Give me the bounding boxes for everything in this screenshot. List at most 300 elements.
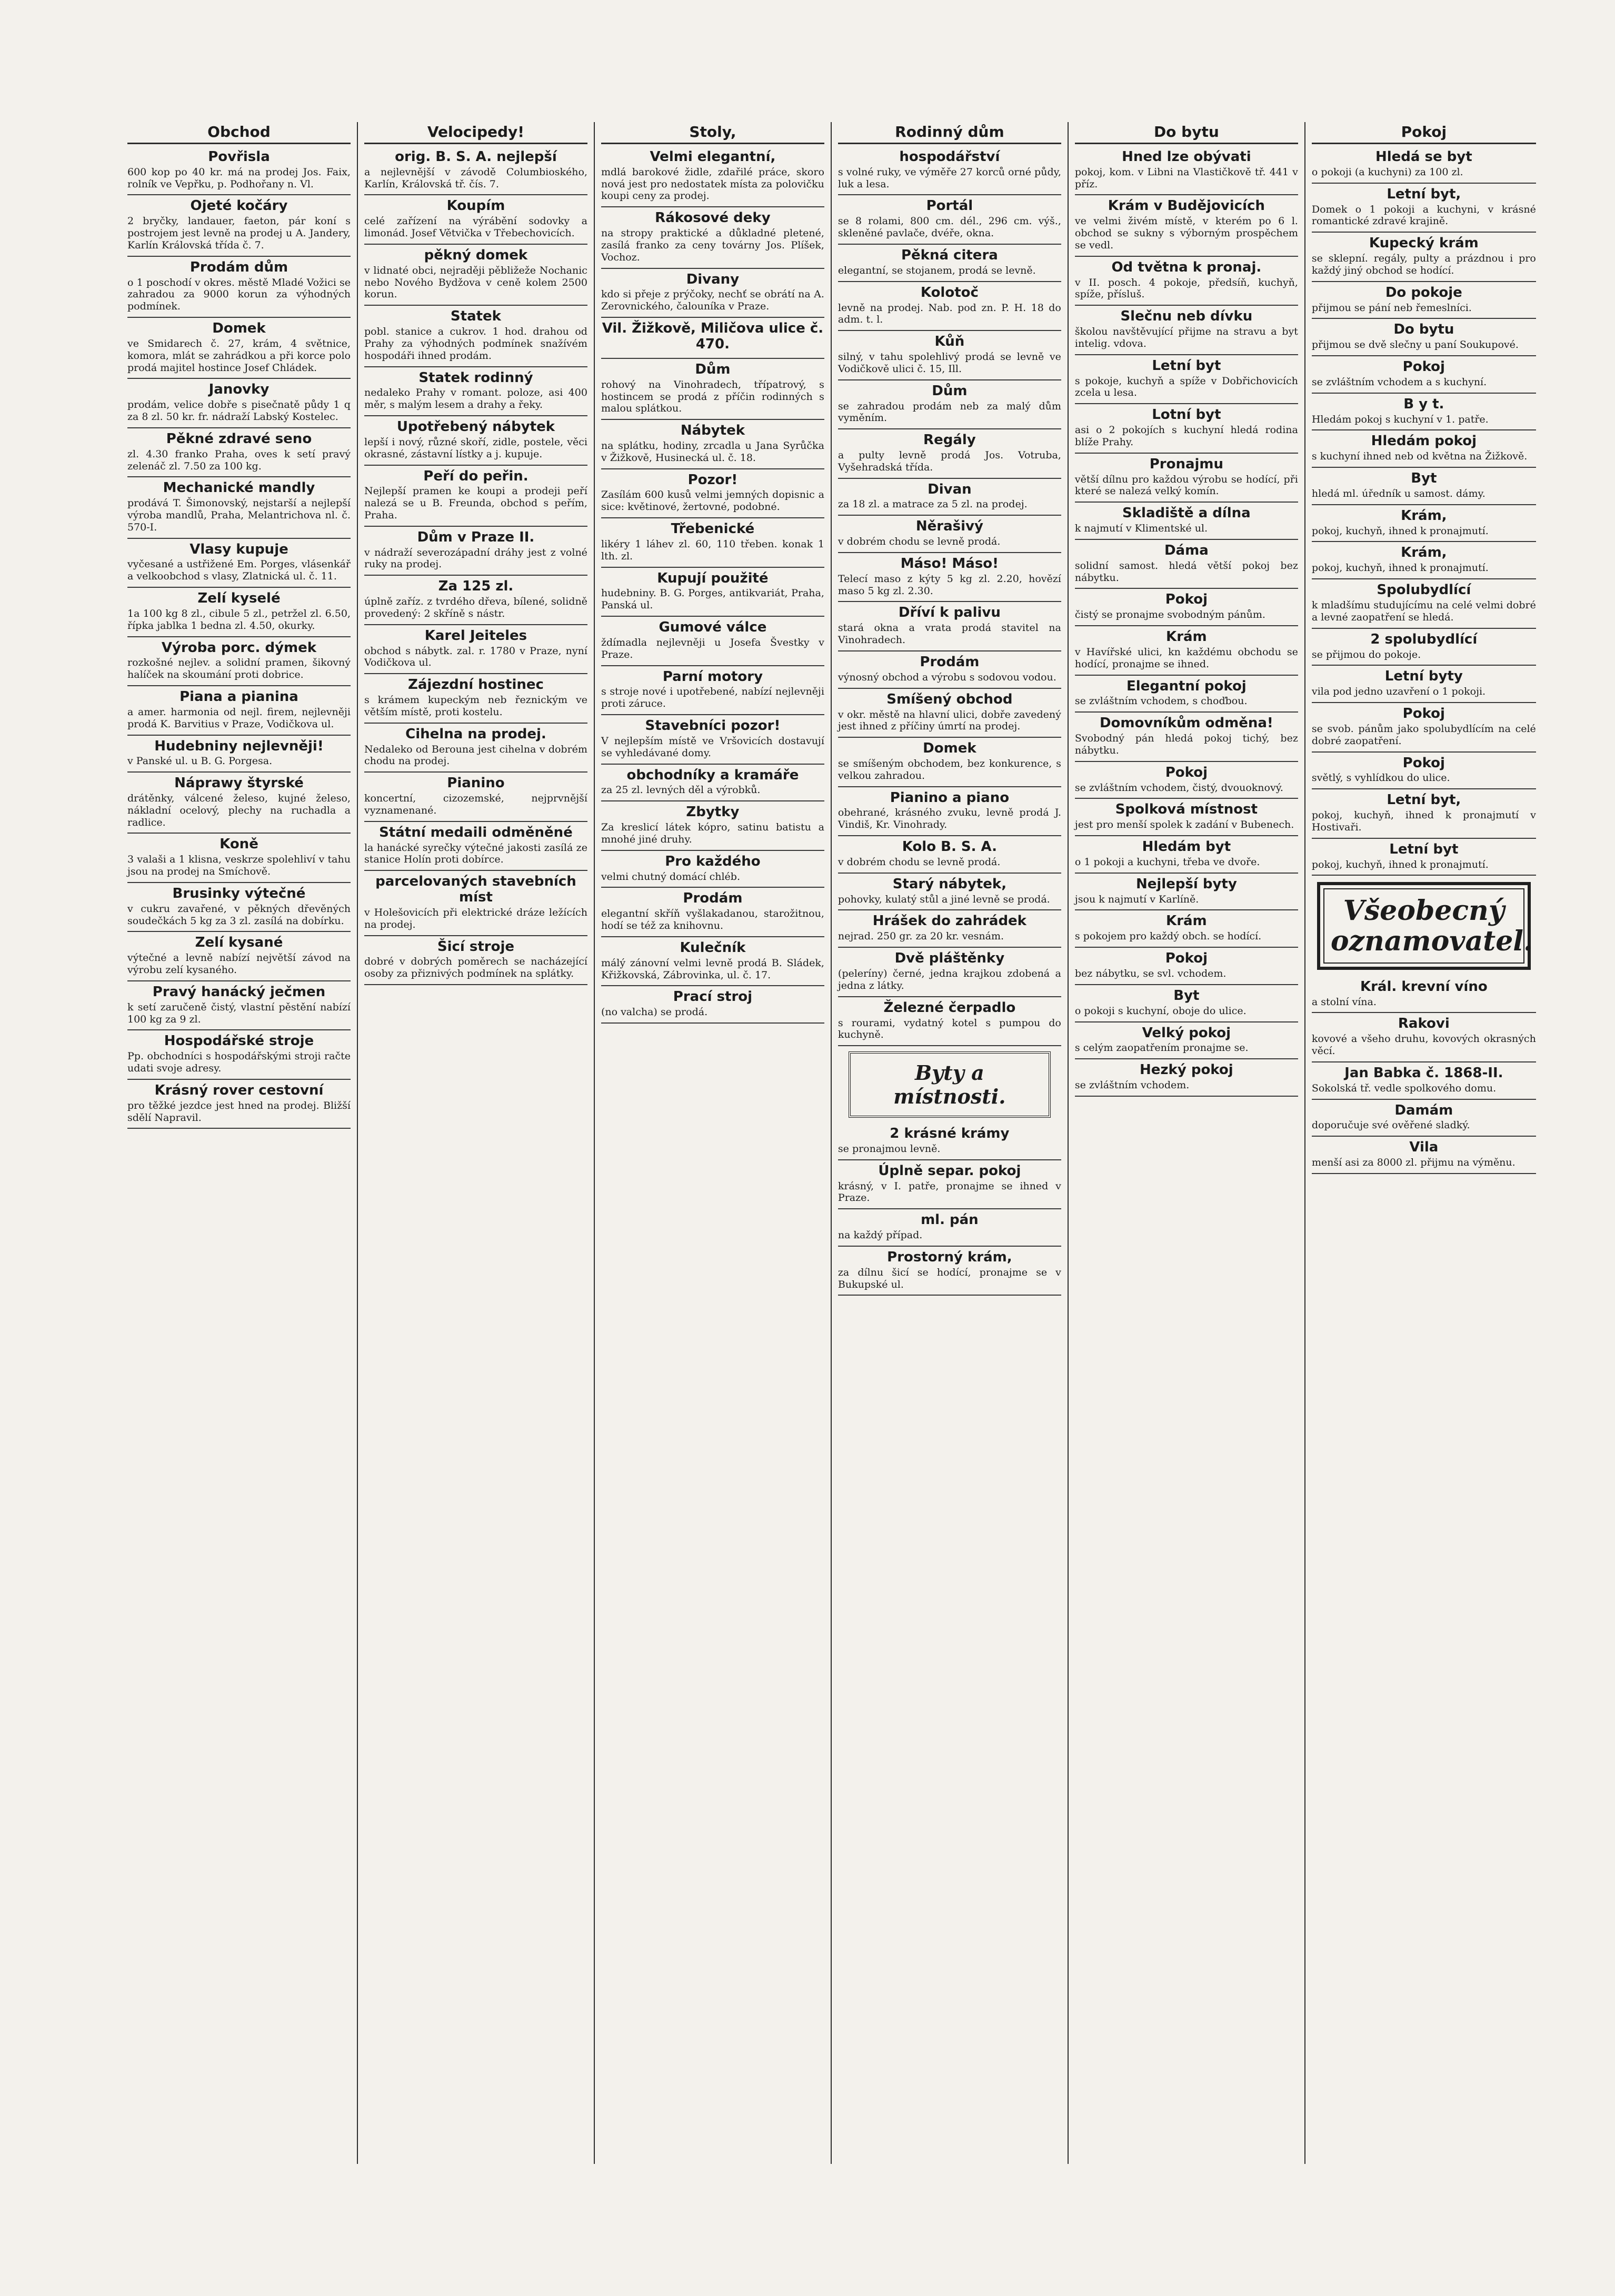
classified-ad <box>1312 703 1536 752</box>
classified-ad <box>838 429 1061 478</box>
classified-ad <box>127 146 351 195</box>
classified-ad <box>127 318 351 379</box>
ad-text: se zahradou prodám neb za malý dům vyměním. <box>838 400 1061 424</box>
ads-list <box>838 146 1061 1296</box>
ad-heading: Třebenické <box>671 521 755 537</box>
ad-text: čistý se pronajme svobodným pánům. <box>1074 609 1265 621</box>
ad-text: ve Smidarech č. 27, krám, 4 světnice, komora, mlát se zahrádkou a při korce polo prodá majitel hostince Josef Chládek. <box>127 337 351 374</box>
ad-heading: Prací stroj <box>673 989 753 1005</box>
classified-ad <box>1075 948 1298 985</box>
ad-heading: Zbytky <box>686 804 740 820</box>
classified-ad <box>601 420 824 469</box>
ad-text: pokoj, kuchyň, ihned k pronajmutí v Hostivaři. <box>1311 809 1536 833</box>
classified-ad <box>1075 306 1298 355</box>
ad-heading: Pozor! <box>687 472 738 488</box>
ad-heading: Divany <box>686 271 740 287</box>
ad-heading: Vila <box>1409 1139 1439 1156</box>
ad-text: Nedaleko od Berouna jest cihelna v dobrém chodu na prodej. <box>364 743 587 767</box>
classified-ad <box>1075 985 1298 1022</box>
ad-text: a stolní vína. <box>1311 996 1377 1008</box>
ad-heading: B y t. <box>1403 396 1444 412</box>
classified-ad <box>364 466 587 527</box>
classified-ad <box>127 539 351 588</box>
ad-heading: Domek <box>212 320 266 337</box>
ad-text: elegantní, se stojanem, prodá se levně. <box>838 264 1036 276</box>
ad-heading: Nábytek <box>680 423 745 439</box>
ad-text: Nejlepší pramen ke koupi a prodeji peří nalezá se u B. Freunda, obchod s peřím, Praha. <box>364 485 587 521</box>
classified-ad <box>364 936 587 985</box>
ad-heading: Pokoj <box>1165 764 1208 780</box>
classified-ad <box>364 576 587 625</box>
ad-text: s volné ruky, ve výměře 27 korců orné půdy, luk a lesa. <box>838 166 1061 190</box>
ad-text: se pronajmou levně. <box>838 1143 941 1155</box>
ad-text: v dobrém chodu se levně prodá. <box>838 536 1001 548</box>
ad-text: Hledám pokoj s kuchyní v 1. patře. <box>1311 413 1489 425</box>
ad-text: se zvláštním vchodem. <box>1074 1079 1190 1091</box>
ad-heading: Kulečník <box>680 939 746 956</box>
ad-text: solidní samost. hledá větší pokoj bez nábytku. <box>1074 559 1298 584</box>
classified-ad <box>127 686 351 735</box>
ad-text: v nádraží severozápadní dráhy jest z volné ruky na prodej. <box>364 546 587 570</box>
ad-text: obehrané, krásného zvuku, levně prodá J. Vindiš, Kr. Vinohrady. <box>838 807 1061 831</box>
classified-ad <box>1312 233 1536 282</box>
classified-ad <box>601 146 824 207</box>
classified-ad <box>127 981 351 1030</box>
ad-heading: hospodářství <box>899 149 1000 165</box>
classified-ad <box>1075 503 1298 540</box>
ad-heading: Statek <box>450 308 501 325</box>
ad-heading: Starý nábytek, <box>892 876 1007 892</box>
ad-text: Sokolská tř. vedle spolkového domu. <box>1311 1082 1497 1094</box>
classified-ad <box>364 527 587 576</box>
classified-ad <box>127 883 351 932</box>
ad-heading: Stavebníci pozor! <box>645 718 781 734</box>
ad-text: jsou k najmutí v Karlíně. <box>1074 893 1199 905</box>
ad-heading: Zájezdní hostinec <box>408 677 544 693</box>
ad-text: pro těžké jezdce jest hned na prodej. Bližší sdělí Napravil. <box>127 1099 351 1124</box>
ad-text: rohový na Vinohradech, třípatrový, s hostincem se prodá z příčin rodinných s malou splátkou. <box>601 378 824 415</box>
ad-heading: Brusinky výtečné <box>172 885 306 901</box>
ad-text: pohovky, kulatý stůl a jiné levně se prodá. <box>838 893 1050 905</box>
ad-heading: Prodám <box>683 890 743 907</box>
classified-ad <box>1312 839 1536 876</box>
ad-text: prodává T. Šimonovský, nejstarší a nejlepší výroba mandlů, Praha, Melantrichova nl. č. 570-I. <box>127 497 351 533</box>
classified-ad <box>1312 1137 1536 1174</box>
classified-ad <box>1312 505 1536 543</box>
ad-text: o 1 pokoji a kuchyni, třeba ve dvoře. <box>1074 856 1260 868</box>
ad-text: k mladšímu studujícímu na celé velmi dobré a levné zaopatření se hledá. <box>1311 599 1536 623</box>
classified-ad <box>838 997 1061 1046</box>
classified-ad <box>1312 356 1536 394</box>
ad-text: v Havířské ulici, kn každému obchodu se hodící, pronajme se ihned. <box>1074 646 1298 670</box>
classified-ad <box>1312 319 1536 356</box>
classified-ad <box>364 146 587 195</box>
classified-ad <box>364 773 587 821</box>
ad-heading: Povřisla <box>208 149 270 165</box>
ads-list <box>127 146 351 1129</box>
ad-text: levně na prodej. Nab. pod zn. P. H. 18 do adm. t. l. <box>838 302 1061 326</box>
ad-heading: Pokoj <box>1165 591 1208 608</box>
ad-text: s rourami, vydatný kotel s pumpou do kuchyně. <box>838 1017 1061 1041</box>
classified-ad <box>1312 789 1536 838</box>
ad-text: v lidnaté obci, nejraději pěbližeže Nochanic nebo Nového Bydžova v ceně kolem 2500 korun. <box>364 264 587 300</box>
ad-heading: Vil. Žižkově, Miličova ulice č. 470. <box>602 320 824 352</box>
ad-text: dobré v dobrých poměrech se nacházející osoby za přiznivých podmínek na splátky. <box>364 956 587 980</box>
classified-ad <box>838 146 1061 195</box>
ad-text: velmi chutný domácí chléb. <box>601 870 740 883</box>
ad-heading: Krám, <box>1401 545 1447 561</box>
ad-text: pokoj, kuchyň, ihned k pronajmutí. <box>1311 562 1489 574</box>
ad-text: na každý případ. <box>838 1229 923 1241</box>
classified-ad <box>1075 454 1298 503</box>
ad-text: za 25 zl. levných děl a výrobků. <box>601 784 761 796</box>
ad-heading: Hledá se byt <box>1375 149 1472 165</box>
ad-text: V nejlepším místě ve Vršovicích dostavují se vyhledávané domy. <box>601 735 824 759</box>
classified-ad <box>1075 836 1298 874</box>
classified-ad <box>1075 910 1298 948</box>
classified-ad <box>601 207 824 268</box>
ad-text: 3 valaši a 1 klisna, veskrze spolehliví v tahu jsou na prodej na Smíchově. <box>127 854 351 878</box>
classified-ad <box>127 428 351 477</box>
classified-ad <box>1075 146 1298 195</box>
ad-text: bez nábytku, se svl. vchodem. <box>1074 968 1227 980</box>
ad-text: o pokoji (a kuchyni) za 100 zl. <box>1311 166 1463 178</box>
classified-ad <box>601 666 824 715</box>
ad-heading: Hrášek do zahrádek <box>872 913 1026 929</box>
ad-text: v cukru zavařené, v pěkných dřevěných soudečkách 5 kg za 3 zl. zasílá na dobírku. <box>127 903 351 927</box>
ad-heading: Koně <box>220 836 258 853</box>
classified-ad <box>601 617 824 666</box>
ad-heading: Portál <box>926 198 973 214</box>
classified-ad <box>1312 394 1536 431</box>
ad-text: ve velmi živém místě, v kterém po 6 l. obchod se sukny s výborným prospěchem se vedl. <box>1074 215 1298 251</box>
classified-ad <box>838 245 1061 282</box>
classified-ad <box>1312 1062 1536 1100</box>
ad-heading: Od tvětna k pronaj. <box>1111 259 1262 275</box>
ad-text: o pokoji s kuchyní, oboje do ulice. <box>1074 1005 1247 1017</box>
ad-heading: Statek rodinný <box>418 369 533 386</box>
classified-ad <box>838 948 1061 997</box>
ad-heading: Krám v Budějovicích <box>1108 198 1265 214</box>
ad-text: se sklepní. regály, pulty a prázdnou i pro každý jiný obchod se hodící. <box>1311 253 1536 276</box>
ad-text: v okr. městě na hlavní ulici, dobře zavedený jest ihned z příčiny úmrtí na prodej. <box>838 708 1061 733</box>
classified-ad <box>601 318 824 359</box>
classified-ad <box>364 674 587 723</box>
classified-ad <box>838 874 1061 911</box>
ad-heading: Pokoj <box>1402 359 1445 375</box>
ad-text: pokoj, kom. v Libni na Vlastičkově tř. 441 v příz. <box>1074 166 1298 190</box>
classified-ad <box>1312 629 1536 666</box>
classified-ad <box>1312 430 1536 468</box>
classified-ad <box>838 602 1061 651</box>
classified-ad <box>127 932 351 981</box>
ad-text: vila pod jedno uzavření o 1 pokoji. <box>1311 686 1486 698</box>
ad-heading: Divan <box>928 481 972 497</box>
classified-ad <box>1075 799 1298 836</box>
ad-heading: Hezký pokoj <box>1140 1062 1233 1078</box>
ad-heading: Prodám dům <box>190 259 288 275</box>
ad-heading: Dvě pláštěnky <box>894 950 1005 967</box>
ad-heading: Pro každého <box>665 853 761 869</box>
ad-text: úplně zaříz. z tvrdého dřeva, bílené, solidně provedený: 2 skříně s nástr. <box>364 596 587 619</box>
ad-text: menší asi za 8000 zl. přijmu na výměnu. <box>1311 1157 1516 1169</box>
classified-ad <box>127 736 351 773</box>
classified-ad <box>127 773 351 834</box>
ad-text: přijmou se pání neb řemeslníci. <box>1311 302 1472 314</box>
ad-heading: Dům v Praze II. <box>417 529 535 545</box>
classified-ad <box>601 888 824 937</box>
ad-text: se zvláštním vchodem, čistý, dvouoknový. <box>1074 781 1283 794</box>
ad-text: kovové a všeho druhu, kovových okrasných věcí. <box>1311 1033 1536 1057</box>
classified-ad <box>1312 1100 1536 1137</box>
classified-ad <box>1075 762 1298 799</box>
ad-text: s krámem kupeckým neb řeznickým ve větším místě, proti kostelu. <box>364 694 587 718</box>
ad-text: elegantní skříň vyšlakadanou, starožitnou, hodí se též za knihovnu. <box>601 908 824 932</box>
classified-ad <box>127 834 351 883</box>
ad-heading: Kůň <box>934 334 965 350</box>
ad-text: hledá ml. úředník u samost. dámy. <box>1311 487 1486 499</box>
ad-heading: Dům <box>932 383 968 399</box>
classified-ad <box>838 1123 1061 1160</box>
classified-ad <box>601 937 824 986</box>
ad-text: hudebniny. B. G. Porges, antikvariát, Praha, Panská ul. <box>601 587 824 611</box>
ad-heading: Spolková místnost <box>1115 801 1258 818</box>
ad-heading: Pěkná citera <box>901 247 998 263</box>
ad-heading: Karel Jeiteles <box>424 627 527 644</box>
ad-heading: orig. B. S. A. nejlepší <box>395 149 557 165</box>
ad-text: k najmutí v Klimentské ul. <box>1074 523 1208 535</box>
columns <box>121 122 1542 2164</box>
ad-text: výnosný obchod a výrobu s sodovou vodou. <box>838 671 1056 683</box>
classified-ad <box>838 553 1061 602</box>
ad-heading: Něrašivý <box>915 518 983 535</box>
classified-ad <box>601 518 824 567</box>
ad-heading: parcelovaných stavebních míst <box>375 874 576 906</box>
ad-heading: Dům <box>695 361 731 377</box>
ad-heading: Pianino <box>447 775 505 791</box>
ad-heading: Jan Babka č. 1868-II. <box>1344 1065 1503 1081</box>
classified-ad <box>601 715 824 764</box>
ad-text: větší dílnu pro každou výrobu se hodící, při které se nalezá velký komín. <box>1074 473 1298 497</box>
ad-text: se zvláštním vchodem a s kuchyní. <box>1311 376 1487 388</box>
ad-text: světlý, s vyhlídkou do ulice. <box>1311 772 1450 784</box>
ad-heading: Piana a pianina <box>180 689 298 705</box>
ad-heading: Regály <box>923 432 976 448</box>
ad-text: mdlá barokové židle, zdařilé práce, skoro nová jest pro nedostatek místa za polovičku koupi ceny za prodej. <box>601 166 824 202</box>
ad-heading: Velký pokoj <box>1142 1025 1231 1041</box>
ad-text: rozkošné nejlev. a solidní pramen, šikovný halíček na skoumání proti dobrice. <box>127 657 351 681</box>
ad-text: Telecí maso z kýty 5 kg zl. 2.20, hovězí maso 5 kg zl. 2.30. <box>838 573 1061 597</box>
classified-ad <box>364 822 587 871</box>
classified-ad <box>1075 626 1298 675</box>
classified-ad <box>838 380 1061 429</box>
ad-text: obchod s nábytk. zal. r. 1780 v Praze, nyní Vodičkova ul. <box>364 645 587 669</box>
classified-ad <box>601 469 824 518</box>
classified-ad <box>838 651 1061 689</box>
classified-ad <box>1075 257 1298 306</box>
ad-heading: Prostorný krám, <box>887 1249 1012 1265</box>
ad-text: 1a 100 kg 8 zl., cibule 5 zl., petržel zl. 6.50, řípka jablka 1 bedna zl. 4.50, okurky. <box>127 607 351 631</box>
ad-text: pobl. stanice a cukrov. 1 hod. drahou od Prahy za výhodných podmínek snažívém hospodáři ihned prodám. <box>364 326 587 362</box>
ad-text: pokoj, kuchyň, ihned k pronajmutí. <box>1311 858 1489 870</box>
ad-heading: Zelí kyselé <box>197 590 281 607</box>
ad-heading: pěkný domek <box>424 247 528 263</box>
classified-ad <box>1312 579 1536 628</box>
ad-heading: Úplně separ. pokoj <box>878 1162 1021 1179</box>
classified-ad <box>601 269 824 318</box>
classified-ad <box>364 306 587 367</box>
ad-heading: Kupují použité <box>657 570 769 586</box>
classified-ad <box>127 1030 351 1079</box>
ad-text: s kuchyní ihned neb od května na Žižkově. <box>1311 450 1528 463</box>
ad-heading: Král. krevní víno <box>1360 978 1488 995</box>
classified-ad <box>601 765 824 802</box>
classified-ad <box>1312 542 1536 579</box>
ad-text: za dílnu šicí se hodící, pronajme se v Bukupské ul. <box>838 1266 1061 1290</box>
classified-ad <box>601 359 824 420</box>
ad-text: Svobodný pán hledá pokoj tichý, bez nábytku. <box>1074 733 1298 756</box>
ad-text: silný, v tahu spolehlivý prodá se levně ve Vodičkově ulici č. 15, Ill. <box>838 351 1061 375</box>
column-title: Velocipedy! <box>364 122 587 144</box>
ad-heading: Krám <box>1166 629 1207 645</box>
classified-ad <box>1075 540 1298 589</box>
ad-heading: Krásný rover cestovní <box>154 1082 324 1098</box>
ads-list <box>1075 146 1298 1097</box>
ad-heading: Damám <box>1394 1102 1453 1118</box>
ad-text: přijmou se dvě slečny u paní Soukupové. <box>1311 339 1519 351</box>
classified-ad <box>1075 1022 1298 1060</box>
ad-heading: Hledám pokoj <box>1371 433 1477 449</box>
newspaper-page <box>121 122 1542 2164</box>
ad-heading: Byt <box>1411 470 1437 487</box>
ad-text: a nejlevnější v závodě Columbioského, Karlín, Královská tř. čís. 7. <box>364 166 587 190</box>
ad-heading: Dříví k palivu <box>898 605 1001 621</box>
ad-heading: Rakovi <box>1398 1016 1450 1032</box>
classified-ad <box>1312 146 1536 184</box>
classified-ad <box>1312 468 1536 505</box>
ad-text: v II. posch. 4 pokoje, předsíň, kuchyň, spíže, přísluš. <box>1074 276 1298 300</box>
ad-text: o 1 poschodí v okres. městě Mladé Vožici se zahradou za 9000 korun za výhodných podmínek. <box>127 276 351 313</box>
classified-ad <box>1312 184 1536 233</box>
ad-heading: Hledám byt <box>1142 839 1231 855</box>
ad-heading: Ojeté kočáry <box>190 198 288 214</box>
ads-list <box>1312 146 1536 1174</box>
ad-text: vyčesané a ustřižené Em. Porges, vlásenkář a velkoobchod s vlasy, Zlatnická ul. č. 11. <box>127 558 351 583</box>
ad-heading: Upotřebený nábytek <box>396 419 555 435</box>
ad-heading: 2 krásné krámy <box>890 1126 1010 1142</box>
classified-ad <box>364 625 587 674</box>
ad-heading: Máso! Máso! <box>900 555 999 572</box>
ad-heading: Pravý hanácký ječmen <box>152 984 326 1000</box>
ad-heading: Peří do peřin. <box>423 468 529 484</box>
ad-text: la hanácké syrečky výtečné jakosti zasílá ze stanice Holín proti dobírce. <box>364 841 587 866</box>
ad-heading: Parní motory <box>662 668 763 685</box>
ad-text: zl. 4.30 franko Praha, oves k setí pravý zelenáč zl. 7.50 za 100 kg. <box>127 448 351 472</box>
ad-text: Domek o 1 pokoji a kuchyni, v krásné romantické zdravé krajině. <box>1311 203 1536 227</box>
ad-text: jest pro menší spolek k zadání v Bubenech. <box>1074 819 1294 831</box>
ad-text: (peleríny) černé, jedna krajkou zdobená a jedna z látky. <box>838 968 1061 991</box>
ad-text: v dobrém chodu se levně prodá. <box>838 856 1001 868</box>
ad-text: s celým zaopatřením pronajme se. <box>1074 1042 1249 1054</box>
ad-text: nejrad. 250 gr. za 20 kr. vesnám. <box>838 930 1004 943</box>
classified-ad <box>838 910 1061 948</box>
column-title: Pokoj <box>1312 122 1536 144</box>
ad-text: krásný, v I. patře, pronajme se ihned v Praze. <box>838 1180 1061 1204</box>
ad-heading: Zelí kysané <box>195 935 283 951</box>
classified-ad <box>838 738 1061 787</box>
ad-heading: Letní byt, <box>1387 792 1461 808</box>
classified-ad <box>1312 666 1536 703</box>
classified-ad <box>127 195 351 256</box>
classified-ad <box>838 479 1061 516</box>
ad-text: stará okna a vrata prodá stavitel na Vinohradech. <box>838 622 1061 646</box>
ad-text: v Holešovicích při elektrické dráze ležících na prodej. <box>364 906 587 930</box>
classified-ad <box>1312 1013 1536 1062</box>
ad-heading: Dáma <box>1164 542 1209 558</box>
ad-text: 600 kop po 40 kr. má na prodej Jos. Faix, rolník ve Vepřku, p. Podhořany n. Vl. <box>127 166 351 190</box>
classified-ad <box>364 416 587 465</box>
ad-heading: Prodám <box>920 654 980 670</box>
classified-ad <box>1075 713 1298 761</box>
classified-ad <box>364 245 587 306</box>
ad-heading: 2 spolubydlící <box>1370 631 1478 647</box>
column-3 <box>595 122 832 2164</box>
ad-heading: Cihelna na prodej. <box>405 726 546 742</box>
ad-heading: Letní byty <box>1384 668 1463 685</box>
ad-heading: Pěkné zdravé seno <box>166 430 312 447</box>
classified-ad <box>601 986 824 1024</box>
ad-text: se přijmou do pokoje. <box>1311 648 1421 660</box>
ad-text: 2 bryčky, landauer, faeton, pár koní s postrojem jest levně na prodej u A. Jandery, Karlín Královská třída č. 7. <box>127 215 351 251</box>
ad-text: ždímadla nejlevněji u Josefa Švestky v Praze. <box>601 636 824 660</box>
section-heading-box: Byty a místnosti. <box>849 1051 1051 1118</box>
ad-heading: Nejlepší byty <box>1135 876 1237 892</box>
ad-heading: Pokoj <box>1402 755 1445 771</box>
ad-text: školou navštěvující přijme na stravu a byt intelig. vdova. <box>1074 326 1298 349</box>
ad-heading: Šicí stroje <box>437 938 515 955</box>
column-1 <box>121 122 358 2164</box>
ad-text: se smíšeným obchodem, bez konkurence, s velkou zahradou. <box>838 758 1061 781</box>
ad-heading: Byt <box>1173 987 1200 1004</box>
ads-list <box>601 146 824 1024</box>
ad-text: drátěnky, válcené želeso, kujné želeso, nákladní ocelový, plechy na ruchadla a radlice. <box>127 793 351 828</box>
ad-text: výtečné a levně nabízí největší závod na výrobu zelí kysaného. <box>127 952 351 976</box>
ad-heading: Pronajmu <box>1149 456 1224 472</box>
ad-heading: Letní byt <box>1152 357 1221 374</box>
ad-heading: ml. pán <box>921 1212 979 1228</box>
ad-heading: Letní byt <box>1389 841 1459 857</box>
column-6 <box>1305 122 1542 2164</box>
classified-ad <box>127 588 351 637</box>
ad-heading: Koupím <box>446 198 505 214</box>
ad-text: a pulty levně prodá Jos. Votruba, Vyšehradská třída. <box>838 449 1061 473</box>
ad-text: se svob. pánům jako spolubydlícím na celé dobré zaopatření. <box>1311 723 1536 747</box>
ad-text: na stropy praktické a důkladné pletené, zasílá franko za ceny továrny Jos. Plíšek, Vochoz. <box>601 227 824 263</box>
ad-text: lepší i nový, různé skoří, zidle, postele, věci okrasné, zástavní lístky a j. kupuje. <box>364 436 587 460</box>
ad-heading: Smíšený obchod <box>886 691 1013 707</box>
classified-ad <box>127 379 351 428</box>
ad-text: v Panské ul. u B. G. Porgesa. <box>127 755 273 767</box>
ad-text: s stroje nové i upotřebené, nabízí nejlevněji proti záruce. <box>601 686 824 710</box>
classified-ad <box>127 637 351 686</box>
ad-text: a amer. harmonia od nejl. firem, nejlevněji prodá K. Barvitius v Praze, Vodičkova ul. <box>127 706 351 730</box>
classified-ad <box>1075 589 1298 626</box>
classified-ad <box>1312 976 1536 1014</box>
ad-heading: Do bytu <box>1393 322 1454 338</box>
classified-ad <box>601 801 824 850</box>
classified-ad <box>838 1247 1061 1296</box>
ad-text: koncertní, cizozemské, nejprvnější vyznamenané. <box>364 793 587 816</box>
